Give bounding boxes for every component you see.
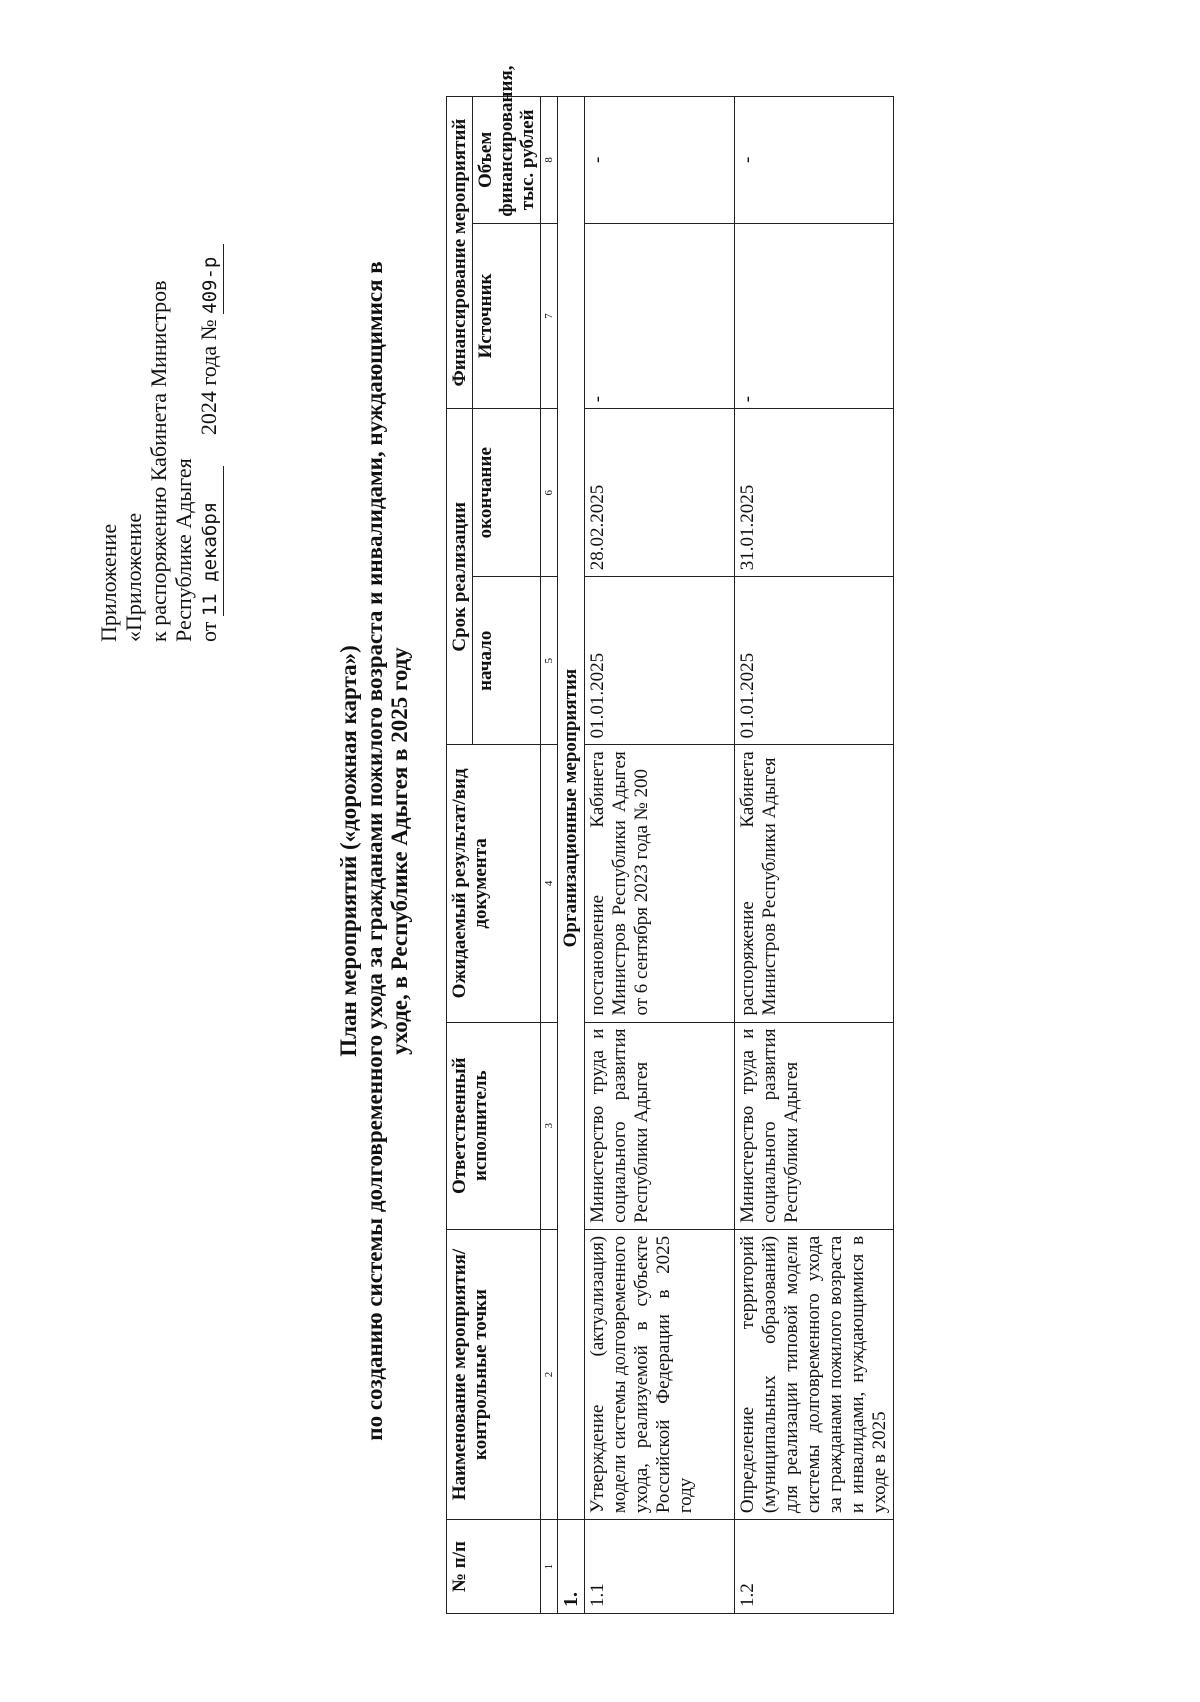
row-start: 01.01.2025	[735, 577, 894, 745]
row-name: Определение территорий (муниципальных образований) для реализации типовой модели системы долговременного ухода за гражданами пожилого возраста и инвалидами, нуждающимися в уходе в 2025	[735, 1229, 894, 1519]
column-number: 7	[541, 223, 558, 409]
section-number: 1.	[558, 1520, 585, 1614]
header-year: 2024 года №	[196, 319, 221, 436]
row-source: -	[585, 223, 735, 409]
row-responsible: Министерство труда и социального развития Республики Адыгея	[585, 1022, 735, 1229]
row-volume: -	[735, 97, 894, 224]
section-title: Организационные мероприятия	[558, 97, 585, 1520]
row-end: 28.02.2025	[585, 409, 735, 577]
col-header-volume: Объем финансирования, тыс. рублей	[473, 97, 541, 224]
column-number: 1	[541, 1520, 558, 1614]
column-number: 6	[541, 409, 558, 577]
plan-table	[446, 65, 894, 1614]
column-number: 2	[541, 1229, 558, 1519]
col-header-end: окончание	[473, 409, 541, 577]
column-number-row	[541, 97, 558, 1614]
row-num: 1.2	[735, 1520, 894, 1614]
section-row	[558, 97, 585, 1614]
table-row	[585, 97, 735, 1614]
row-num: 1.1	[585, 1520, 735, 1614]
table-row	[735, 97, 894, 1614]
column-number: 3	[541, 1022, 558, 1229]
plan-title: План мероприятий («дорожная карта»)	[336, 645, 361, 1057]
column-number: 8	[541, 97, 558, 224]
header-from: от	[196, 621, 221, 642]
col-header-period: Срок реализации	[447, 409, 473, 745]
row-source: -	[735, 223, 894, 409]
col-header-num: № п/п	[447, 1520, 541, 1614]
col-header-name: Наименование мероприятия/ контрольные точки	[447, 1229, 541, 1519]
plan-subtitle-line: по созданию системы долговременного ухода за гражданами пожилого возраста и инвалидами, нуждающимися в	[362, 261, 387, 1441]
col-header-start: начало	[473, 577, 541, 745]
header-number: 409-р	[199, 256, 221, 314]
plan-subtitle-line: уходе, в Республике Адыгея в 2025 году	[387, 647, 412, 1055]
row-end: 31.01.2025	[735, 409, 894, 577]
header-line: «Приложение	[121, 512, 146, 642]
header-line: Приложение	[96, 523, 121, 642]
appendix-header	[96, 82, 224, 642]
header-line: Республике Адыгея	[171, 458, 196, 642]
row-name: Утверждение (актуализация) модели системы долговременного ухода, реализуемой в субъекте Российской Федерации в 2025 году	[585, 1229, 735, 1519]
col-header-financing: Финансирование мероприятий	[447, 97, 473, 409]
header-date-line	[196, 82, 224, 642]
column-number: 5	[541, 577, 558, 745]
row-volume: -	[585, 97, 735, 224]
col-header-responsible: Ответственный исполнитель	[447, 1022, 541, 1229]
row-start: 01.01.2025	[585, 577, 735, 745]
row-responsible: Министерство труда и социального развития Республики Адыгея	[735, 1022, 894, 1229]
header-line: к распоряжению Кабинета Министров	[146, 280, 171, 642]
col-header-result: Ожидаемый результат/вид документа	[447, 745, 541, 1022]
header-row	[447, 97, 473, 1614]
row-result: постановление Кабинета Министров Республики Адыгея от 6 сентября 2023 года № 200	[585, 745, 735, 1022]
row-result: распоряжение Кабинета Министров Республики Адыгея	[735, 745, 894, 1022]
col-header-source: Источник	[473, 223, 541, 409]
column-number: 4	[541, 745, 558, 1022]
header-day: 11 декабря	[199, 501, 221, 617]
